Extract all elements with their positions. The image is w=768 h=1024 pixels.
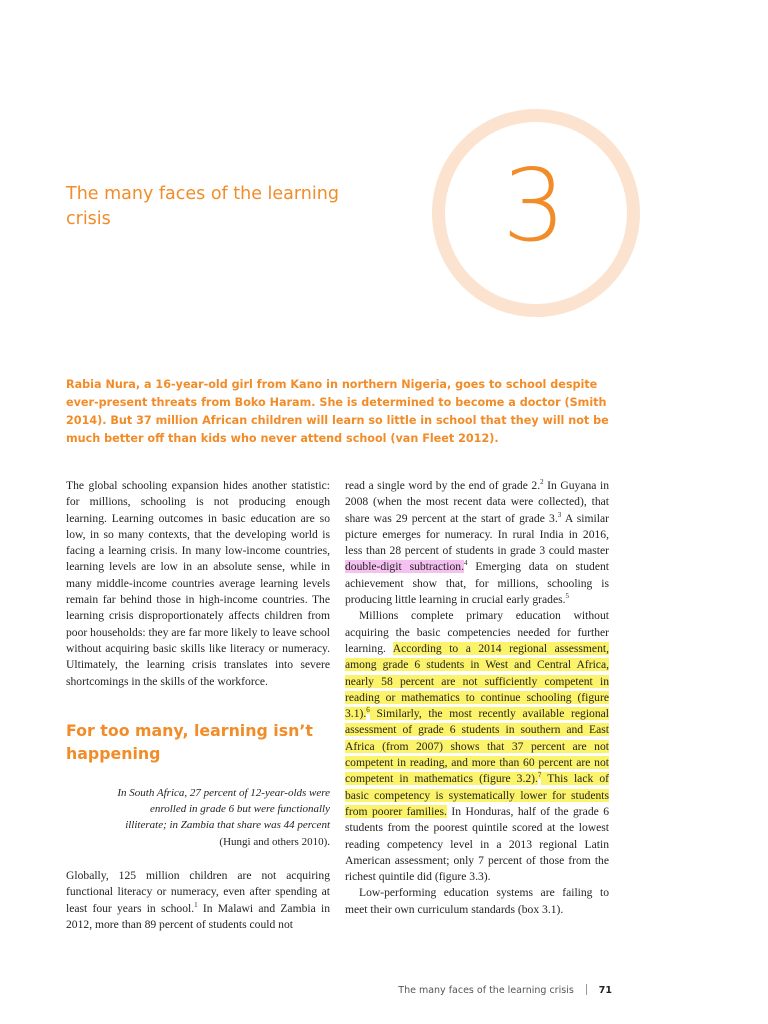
text-run: In Honduras, half of the grade 6 students from the poorest quintile scored at the lowest reading competency level in a 2013 regional Latin American assessment; only 7 percent of those from the richest quintile did (figure 3.3). xyxy=(345,804,609,884)
body-paragraph xyxy=(345,608,609,885)
body-paragraph: Low-performing education systems are failing to meet their own curriculum standards (box 3.1). xyxy=(345,886,609,916)
pull-quote xyxy=(114,785,330,850)
chapter-intro: Rabia Nura, a 16-year-old girl from Kano in northern Nigeria, goes to school despite ever-present threats from Boko Haram. She is determined to become a doctor (Smith 2014). But 37 million African children will learn so little in school that they will not be much better off than kids who never attend school (van Fleet 2012). xyxy=(66,378,609,445)
left-column xyxy=(66,478,330,933)
footer-divider xyxy=(586,984,587,995)
pull-quote-text: In South Africa, 27 percent of 12-year-olds were enrolled in grade 6 but were functionally illiterate; in Zambia that share was 44 percent xyxy=(117,786,330,832)
text-run: A similar picture emerges for numeracy. In rural India in 2016, less than 28 percent of students in grade 3 could master xyxy=(345,511,609,558)
body-paragraph xyxy=(345,478,609,608)
page-number: 71 xyxy=(598,985,612,996)
yellow-highlight: Similarly, the most recently available regional assessment of grade 6 students in southern and East Africa (from 2007) shows that 37 percent are not competent in reading, and more than 60 percent are not competent in mathematics (figure 3.2). xyxy=(345,707,609,786)
text-run: read a single word by the end of grade 2. xyxy=(345,479,541,492)
yellow-highlight: According to a 2014 regional assessment, among grade 6 students in West and Central Africa, nearly 58 percent are not sufficiently competent in reading or mathematics to continue schooling (figure 3.1). xyxy=(345,641,609,721)
text-run: Globally, 125 million children are not acquiring functional literacy or numeracy, even after spending at least four years in school. xyxy=(66,869,330,915)
text-run: In Malawi and Zambia in 2012, more than 89 percent of students could not xyxy=(66,901,330,931)
text-run: Millions complete primary education without acquiring the basic competencies needed for further learning. xyxy=(345,609,609,655)
footnote-marker: 3 xyxy=(557,510,562,519)
footnote-marker: 1 xyxy=(194,900,198,909)
right-column xyxy=(345,478,609,918)
text-run: Emerging data on student achievement show that, for millions, schooling is producing little learning in crucial early grades. xyxy=(345,560,609,607)
chapter-title: The many faces of the learning crisis xyxy=(66,184,339,229)
body-paragraph: The global schooling expansion hides another statistic: for millions, schooling is not producing enough learning. Learning outcomes in basic education are so low, in so many contexts, that the developing world is facing a learning crisis. In many low-income countries, learning levels are low in an absolute sense, while in many middle-income countries average learning levels remain far behind those in high-income countries. The learning crisis disproportionately affects children from poor households: they are far more likely to leave school without acquiring basic skills like literacy or numeracy. Ultimately, the learning crisis translates into severe shortcomings in the skills of the workforce. xyxy=(66,479,330,688)
footnote-marker: 7 xyxy=(537,771,542,780)
page-footer xyxy=(398,984,612,996)
running-title: The many faces of the learning crisis xyxy=(398,985,574,996)
pink-highlight: double-digit subtraction. xyxy=(345,560,464,574)
footnote-marker: 6 xyxy=(366,706,370,715)
text-run: In Guyana in 2008 (when the most recent data were collected), that share was 29 percent at the start of grade 3. xyxy=(345,479,609,525)
footnote-marker: 2 xyxy=(540,478,544,487)
footnote-marker: 5 xyxy=(565,592,570,601)
section-heading: For too many, learning isn’t happening xyxy=(66,720,313,763)
chapter-number: 3 xyxy=(502,147,566,264)
body-paragraph xyxy=(66,868,330,933)
yellow-highlight: This lack of basic competency is systematically lower for students from poorer families. xyxy=(345,772,609,818)
footnote-marker: 4 xyxy=(464,559,468,568)
pull-quote-source: (Hungi and others 2010). xyxy=(219,835,330,848)
